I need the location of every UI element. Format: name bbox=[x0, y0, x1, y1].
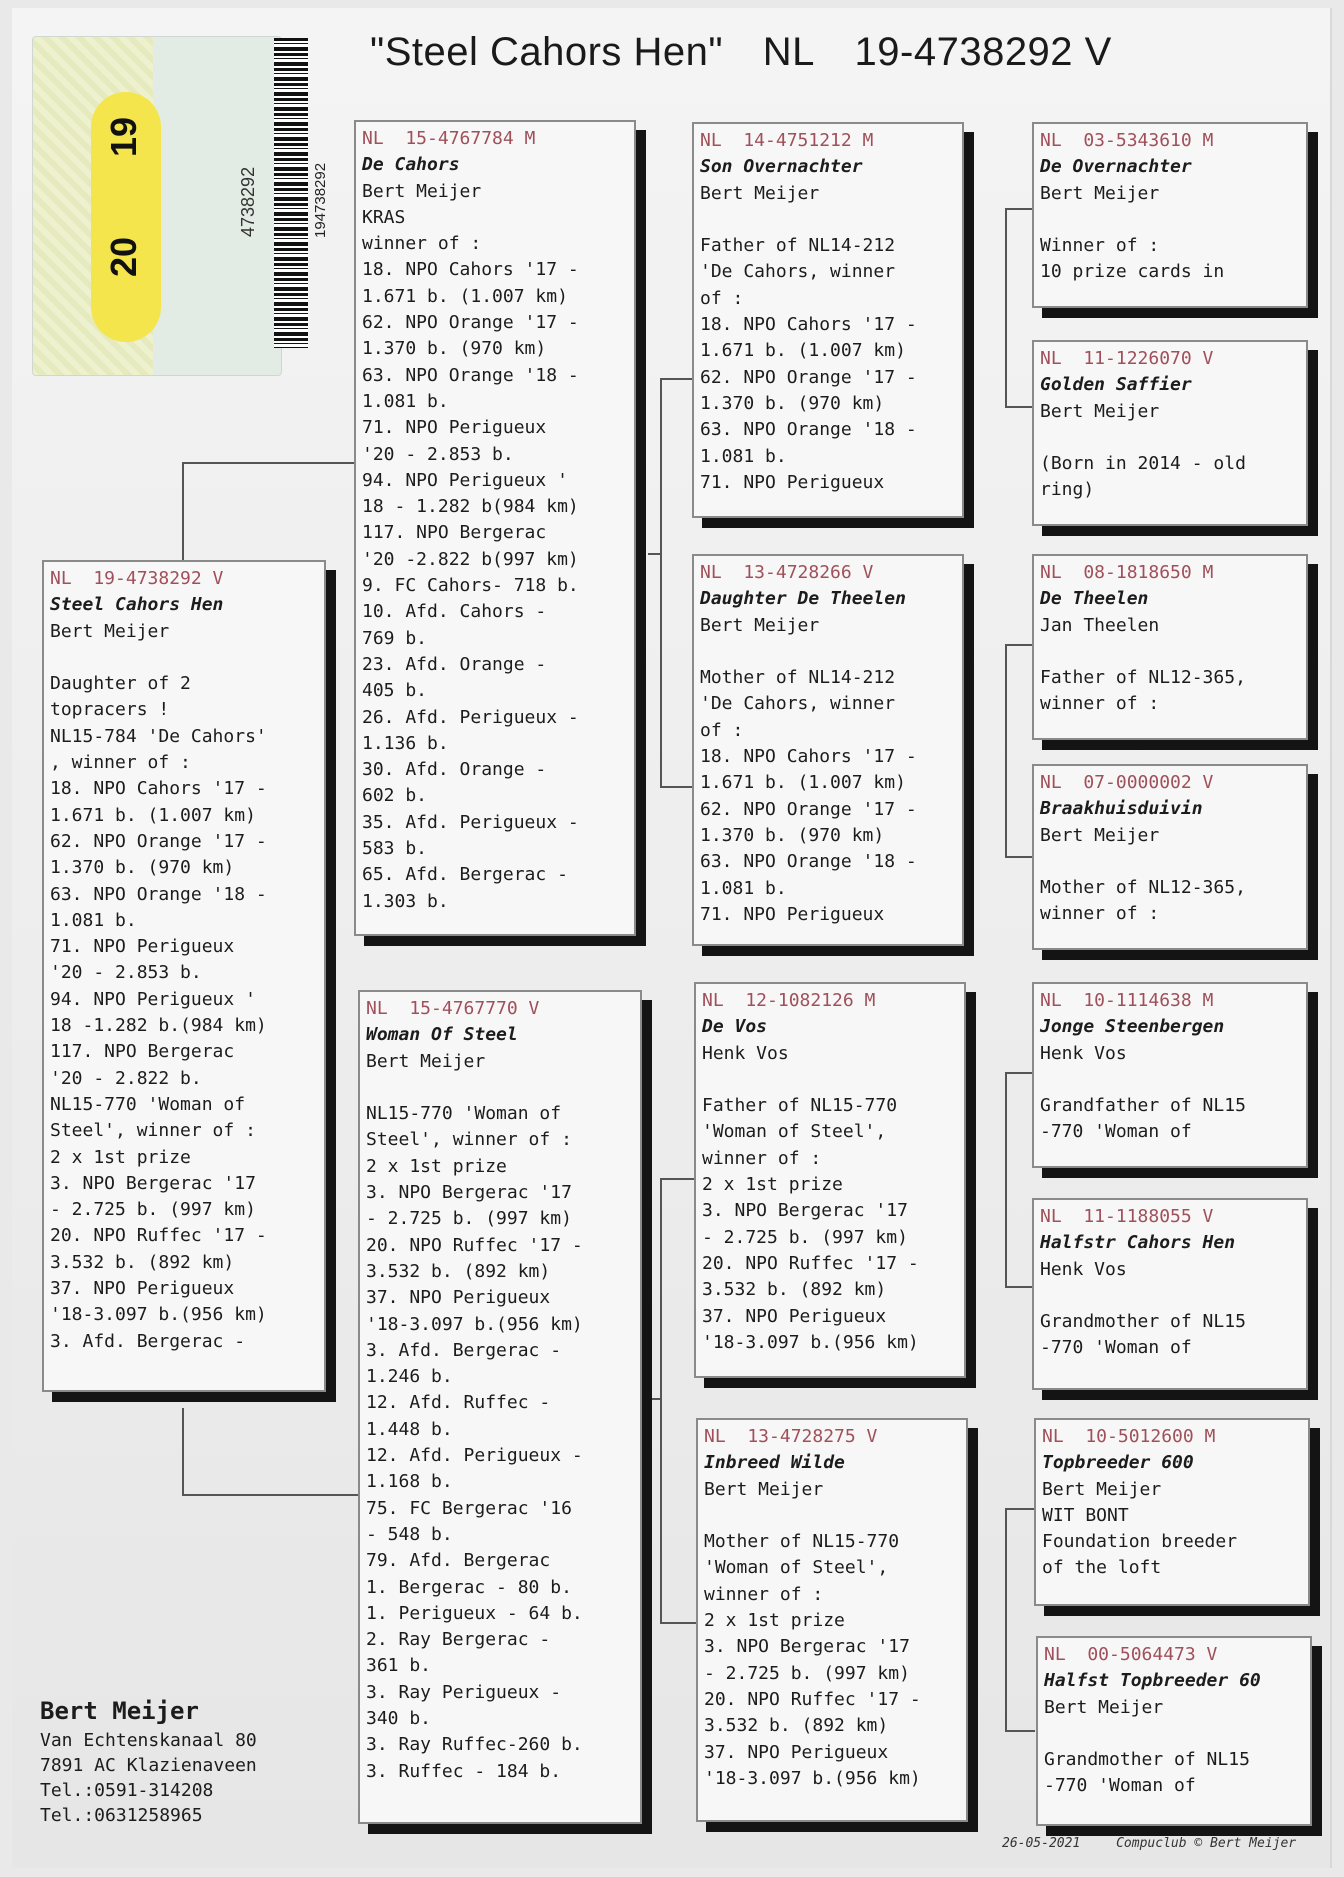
dam-sire-dam-box bbox=[1032, 1198, 1308, 1390]
info-line: 1.168 b. bbox=[366, 1471, 453, 1493]
info-line: 20. NPO Ruffec '17 - bbox=[366, 1234, 583, 1256]
pigeon-name: De Cahors bbox=[362, 154, 460, 176]
info-line: 37. NPO Perigueux bbox=[704, 1741, 889, 1763]
pigeon-name: De Vos bbox=[702, 1016, 768, 1038]
info-line: 18 -1.282 b.(984 km) bbox=[50, 1015, 267, 1037]
pigeon-name: Inbreed Wilde bbox=[704, 1452, 845, 1474]
sire-sire-box bbox=[692, 122, 964, 518]
connector-line bbox=[1005, 1286, 1035, 1288]
breeder-name: Bert Meijer bbox=[362, 180, 482, 202]
info-line: 3. Ray Ruffec-260 b. bbox=[366, 1734, 583, 1756]
breeder-name: Bert Meijer bbox=[366, 1050, 486, 1072]
connector-line bbox=[660, 1622, 700, 1624]
info-line: winner of : bbox=[704, 1583, 824, 1605]
subject-pigeon-box bbox=[42, 560, 326, 1392]
ring-header: NL 10-1114638 M bbox=[1040, 990, 1214, 1011]
breeder-name: Bert Meijer bbox=[1044, 1696, 1164, 1718]
sire-sire-dam-box bbox=[1032, 340, 1308, 526]
info-line: 1.370 b. (970 km) bbox=[700, 392, 885, 414]
pigeon-name: Braakhuisduivin bbox=[1040, 798, 1203, 820]
info-line: '18-3.097 b.(956 km) bbox=[366, 1313, 583, 1335]
connector-line bbox=[648, 1398, 662, 1400]
info-line: -770 'Woman of bbox=[1044, 1775, 1196, 1797]
spacer bbox=[366, 1075, 634, 1101]
barcode bbox=[274, 38, 308, 348]
info-line: 63. NPO Orange '18 - bbox=[50, 883, 267, 905]
info-line: 405 b. bbox=[362, 680, 428, 702]
info-line: 3. Ruffec - 184 b. bbox=[366, 1760, 562, 1782]
owner-phone-2: Tel.:0631258965 bbox=[40, 1805, 203, 1826]
info-line: 1.370 b. (970 km) bbox=[362, 338, 547, 360]
info-line: 3. NPO Bergerac '17 bbox=[50, 1172, 256, 1194]
info-line: 1.671 b. (1.007 km) bbox=[362, 285, 568, 307]
info-line: 94. NPO Perigueux ' bbox=[362, 469, 568, 491]
breeder-name: Henk Vos bbox=[1040, 1042, 1127, 1064]
title-pigeon-name: "Steel Cahors Hen" bbox=[370, 30, 724, 74]
info-line: Grandfather of NL15 bbox=[1040, 1095, 1246, 1117]
info-line: 2 x 1st prize bbox=[366, 1155, 507, 1177]
info-line: 12. Afd. Perigueux - bbox=[366, 1445, 583, 1467]
spacer bbox=[1040, 207, 1300, 233]
spacer bbox=[1044, 1721, 1304, 1747]
info-line: 62. NPO Orange '17 - bbox=[700, 366, 917, 388]
info-line: 1.081 b. bbox=[700, 877, 787, 899]
connector-line bbox=[1005, 644, 1035, 646]
info-line: 37. NPO Perigueux bbox=[50, 1278, 235, 1300]
info-line: winner of : bbox=[1040, 903, 1160, 925]
title-country: NL bbox=[762, 30, 815, 74]
info-line: - 2.725 b. (997 km) bbox=[704, 1662, 910, 1684]
info-line: Mother of NL14-212 bbox=[700, 667, 896, 689]
ring-header: NL 00-5064473 V bbox=[1044, 1644, 1218, 1665]
info-line: 63. NPO Orange '18 - bbox=[700, 419, 917, 441]
spacer bbox=[1040, 849, 1300, 875]
breeder-name: Bert Meijer bbox=[704, 1478, 824, 1500]
dam-sire-box bbox=[694, 982, 966, 1378]
connector-line bbox=[1005, 1072, 1007, 1288]
info-line: 62. NPO Orange '17 - bbox=[50, 830, 267, 852]
title-ring: 19-4738292 V bbox=[854, 30, 1112, 74]
connector-line bbox=[182, 462, 184, 570]
spacer bbox=[50, 645, 318, 671]
info-line: 20. NPO Ruffec '17 - bbox=[702, 1252, 919, 1274]
breeder-name: Bert Meijer bbox=[1040, 824, 1160, 846]
connector-line bbox=[1005, 1072, 1035, 1074]
info-line: 71. NPO Perigueux bbox=[50, 936, 235, 958]
info-line: of : bbox=[700, 287, 744, 309]
footer-date: 26-05-2021 bbox=[1002, 1836, 1081, 1851]
info-line: 71. NPO Perigueux bbox=[362, 417, 547, 439]
info-line: 1.671 b. (1.007 km) bbox=[700, 772, 906, 794]
info-line: 1.136 b. bbox=[362, 732, 449, 754]
ring-header: NL 13-4728266 V bbox=[700, 562, 874, 583]
ring-header: NL 03-5343610 M bbox=[1040, 130, 1214, 151]
spacer bbox=[700, 639, 956, 665]
page-title bbox=[370, 30, 1140, 75]
info-line: 3.532 b. (892 km) bbox=[704, 1715, 889, 1737]
barcode-number: 194738292 bbox=[312, 162, 329, 238]
dam-dam-dam-box bbox=[1036, 1636, 1312, 1826]
pigeon-name: Topbreeder 600 bbox=[1042, 1452, 1194, 1474]
ring-year-right: 19 bbox=[103, 116, 144, 157]
info-line: 1.370 b. (970 km) bbox=[700, 824, 885, 846]
info-line: 1.081 b. bbox=[700, 445, 787, 467]
connector-line bbox=[1005, 1730, 1035, 1732]
spacer bbox=[702, 1067, 958, 1093]
breeder-name: Bert Meijer bbox=[1040, 182, 1160, 204]
breeder-name: Jan Theelen bbox=[1040, 614, 1160, 636]
info-line: Foundation breeder bbox=[1042, 1531, 1238, 1553]
info-line: 3. NPO Bergerac '17 bbox=[702, 1200, 908, 1222]
info-line: 583 b. bbox=[362, 838, 428, 860]
info-line: 30. Afd. Orange - bbox=[362, 759, 547, 781]
info-line: - 2.725 b. (997 km) bbox=[50, 1199, 256, 1221]
info-line: Steel', winner of : bbox=[50, 1120, 256, 1142]
info-line: 602 b. bbox=[362, 785, 428, 807]
info-line: - 2.725 b. (997 km) bbox=[702, 1226, 908, 1248]
ring-header: NL 11-1226070 V bbox=[1040, 348, 1214, 369]
ring-header: NL 10-5012600 M bbox=[1042, 1426, 1216, 1447]
owner-name: Bert Meijer bbox=[40, 1697, 199, 1725]
info-line: 23. Afd. Orange - bbox=[362, 653, 547, 675]
info-line: 1. Perigueux - 64 b. bbox=[366, 1602, 583, 1624]
info-line: '18-3.097 b.(956 km) bbox=[702, 1331, 919, 1353]
info-line: - 2.725 b. (997 km) bbox=[366, 1208, 572, 1230]
info-line: 12. Afd. Ruffec - bbox=[366, 1392, 551, 1414]
info-line: 10 prize cards in bbox=[1040, 261, 1225, 283]
info-line: Winner of : bbox=[1040, 235, 1160, 257]
breeder-name: Bert Meijer bbox=[700, 182, 820, 204]
ring-header: NL 14-4751212 M bbox=[700, 130, 874, 151]
connector-line bbox=[1005, 208, 1007, 408]
info-line: 3.532 b. (892 km) bbox=[50, 1251, 235, 1273]
info-line: 361 b. bbox=[366, 1655, 432, 1677]
info-line: 769 b. bbox=[362, 627, 428, 649]
info-line: '20 - 2.853 b. bbox=[50, 962, 202, 984]
info-line: 9. FC Cahors- 718 b. bbox=[362, 575, 579, 597]
ring-header: NL 19-4738292 V bbox=[50, 568, 224, 589]
info-line: 18. NPO Cahors '17 - bbox=[700, 314, 917, 336]
pigeon-name: Daughter De Theelen bbox=[700, 588, 906, 610]
info-line: Father of NL14-212 bbox=[700, 235, 896, 257]
info-line: 37. NPO Perigueux bbox=[366, 1287, 551, 1309]
info-line: 63. NPO Orange '18 - bbox=[362, 364, 579, 386]
dam-dam-sire-box bbox=[1034, 1418, 1310, 1606]
ring-header: NL 11-1188055 V bbox=[1040, 1206, 1214, 1227]
pigeon-name: Jonge Steenbergen bbox=[1040, 1016, 1225, 1038]
sire-box bbox=[354, 120, 636, 936]
breeder-name: Bert Meijer bbox=[50, 620, 170, 642]
info-line: Grandmother of NL15 bbox=[1040, 1311, 1246, 1333]
info-line: Grandmother of NL15 bbox=[1044, 1749, 1250, 1771]
connector-line bbox=[1005, 1508, 1007, 1732]
sire-dam-sire-box bbox=[1032, 554, 1308, 740]
ring-number-text: 4738292 bbox=[238, 166, 258, 237]
owner-contact bbox=[40, 1694, 257, 1828]
info-line: NL15-784 'De Cahors' bbox=[50, 725, 267, 747]
info-line: 117. NPO Bergerac bbox=[362, 522, 547, 544]
info-line: Steel', winner of : bbox=[366, 1129, 572, 1151]
connector-line bbox=[1005, 1508, 1035, 1510]
connector-line bbox=[182, 1408, 184, 1496]
info-line: 18. NPO Cahors '17 - bbox=[362, 259, 579, 281]
info-line: - 548 b. bbox=[366, 1523, 453, 1545]
info-line: 71. NPO Perigueux bbox=[700, 903, 885, 925]
info-line: 37. NPO Perigueux bbox=[702, 1305, 887, 1327]
ring-header: NL 15-4767770 V bbox=[366, 998, 540, 1019]
ring-header: NL 15-4767784 M bbox=[362, 128, 536, 149]
info-line: 65. Afd. Bergerac - bbox=[362, 864, 568, 886]
info-line: KRAS bbox=[362, 206, 406, 228]
connector-line bbox=[648, 553, 662, 555]
info-line: 2 x 1st prize bbox=[702, 1174, 843, 1196]
info-line: 71. NPO Perigueux bbox=[700, 471, 885, 493]
sire-sire-sire-box bbox=[1032, 122, 1308, 308]
info-line: 2. Ray Bergerac - bbox=[366, 1629, 551, 1651]
info-line: 'Woman of Steel', bbox=[704, 1557, 889, 1579]
pigeon-name: Halfst Topbreeder 60 bbox=[1044, 1670, 1261, 1692]
info-line: 18. NPO Cahors '17 - bbox=[50, 778, 267, 800]
pigeon-name: Golden Saffier bbox=[1040, 374, 1192, 396]
info-line: 117. NPO Bergerac bbox=[50, 1041, 235, 1063]
breeder-name: Henk Vos bbox=[1040, 1258, 1127, 1280]
info-line: WIT BONT bbox=[1042, 1504, 1129, 1526]
connector-line bbox=[182, 1494, 366, 1496]
footer bbox=[1002, 1836, 1324, 1851]
info-line: 3. NPO Bergerac '17 bbox=[366, 1182, 572, 1204]
dam-box bbox=[358, 990, 642, 1824]
sire-dam-dam-box bbox=[1032, 764, 1308, 950]
info-line: of the loft bbox=[1042, 1557, 1162, 1579]
spacer bbox=[1040, 425, 1300, 451]
dam-dam-box bbox=[696, 1418, 968, 1822]
owner-city: 7891 AC Klazienaveen bbox=[40, 1755, 257, 1776]
connector-line bbox=[660, 1178, 662, 1624]
info-line: NL15-770 'Woman of bbox=[366, 1103, 562, 1125]
spacer bbox=[1040, 1283, 1300, 1309]
spacer bbox=[700, 207, 956, 233]
info-line: 1.671 b. (1.007 km) bbox=[50, 804, 256, 826]
pedigree-sheet bbox=[12, 8, 1332, 1868]
connector-line bbox=[182, 462, 366, 464]
info-line: -770 'Woman of bbox=[1040, 1121, 1192, 1143]
connector-line bbox=[1005, 856, 1035, 858]
info-line: 2 x 1st prize bbox=[50, 1146, 191, 1168]
spacer bbox=[1040, 639, 1300, 665]
info-line: (Born in 2014 - old bbox=[1040, 453, 1246, 475]
spacer bbox=[704, 1503, 960, 1529]
info-line: 18 - 1.282 b(984 km) bbox=[362, 496, 579, 518]
breeder-name: Bert Meijer bbox=[1042, 1478, 1162, 1500]
owner-address: Van Echtenskanaal 80 bbox=[40, 1730, 257, 1751]
info-line: 3. Ray Perigueux - bbox=[366, 1681, 562, 1703]
info-line: -770 'Woman of bbox=[1040, 1337, 1192, 1359]
info-line: '20 - 2.822 b. bbox=[50, 1067, 202, 1089]
ring-header: NL 12-1082126 M bbox=[702, 990, 876, 1011]
sire-dam-box bbox=[692, 554, 964, 946]
connector-line bbox=[1005, 406, 1035, 408]
info-line: 62. NPO Orange '17 - bbox=[700, 798, 917, 820]
info-line: 'De Cahors, winner bbox=[700, 261, 896, 283]
info-line: 26. Afd. Perigueux - bbox=[362, 706, 579, 728]
info-line: 1. Bergerac - 80 b. bbox=[366, 1576, 572, 1598]
info-line: 1.081 b. bbox=[50, 909, 137, 931]
breeder-name: Bert Meijer bbox=[1040, 400, 1160, 422]
pigeon-name: Son Overnachter bbox=[700, 156, 863, 178]
info-line: 1.370 b. (970 km) bbox=[50, 857, 235, 879]
info-line: 1.246 b. bbox=[366, 1366, 453, 1388]
info-line: 1.671 b. (1.007 km) bbox=[700, 340, 906, 362]
ring-year-left: 20 bbox=[103, 236, 144, 277]
ring-header: NL 13-4728275 V bbox=[704, 1426, 878, 1447]
info-line: '18-3.097 b.(956 km) bbox=[50, 1304, 267, 1326]
info-line: 75. FC Bergerac '16 bbox=[366, 1497, 572, 1519]
info-line: '20 -2.822 b(997 km) bbox=[362, 548, 579, 570]
info-line: 94. NPO Perigueux ' bbox=[50, 988, 256, 1010]
info-line: , winner of : bbox=[50, 752, 191, 774]
info-line: 79. Afd. Bergerac bbox=[366, 1550, 551, 1572]
owner-phone-1: Tel.:0591-314208 bbox=[40, 1780, 214, 1801]
info-line: winner of : bbox=[1040, 693, 1160, 715]
info-line: winner of : bbox=[362, 233, 482, 255]
info-line: '20 - 2.853 b. bbox=[362, 443, 514, 465]
info-line: 62. NPO Orange '17 - bbox=[362, 312, 579, 334]
info-line: Mother of NL12-365, bbox=[1040, 877, 1246, 899]
info-line: 3.532 b. (892 km) bbox=[366, 1260, 551, 1282]
info-line: 3. Afd. Bergerac - bbox=[50, 1330, 246, 1352]
ring-header: NL 07-0000002 V bbox=[1040, 772, 1214, 793]
info-line: 3.532 b. (892 km) bbox=[702, 1279, 887, 1301]
info-line: Father of NL15-770 bbox=[702, 1095, 898, 1117]
info-line: 20. NPO Ruffec '17 - bbox=[50, 1225, 267, 1247]
breeder-name: Bert Meijer bbox=[700, 614, 820, 636]
info-line: 1.081 b. bbox=[362, 390, 449, 412]
ring-header: NL 08-1818650 M bbox=[1040, 562, 1214, 583]
info-line: Father of NL12-365, bbox=[1040, 667, 1246, 689]
connector-line bbox=[660, 378, 662, 788]
info-line: 340 b. bbox=[366, 1708, 432, 1730]
info-line: 10. Afd. Cahors - bbox=[362, 601, 547, 623]
info-line: ring) bbox=[1040, 479, 1095, 501]
info-line: 3. NPO Bergerac '17 bbox=[704, 1636, 910, 1658]
info-line: 18. NPO Cahors '17 - bbox=[700, 746, 917, 768]
spacer bbox=[1040, 1067, 1300, 1093]
pigeon-name: De Overnachter bbox=[1040, 156, 1192, 178]
info-line: topracers ! bbox=[50, 699, 170, 721]
pigeon-name: Halfstr Cahors Hen bbox=[1040, 1232, 1236, 1254]
ring-certificate-image bbox=[32, 36, 282, 376]
info-line: NL15-770 'Woman of bbox=[50, 1093, 246, 1115]
connector-line bbox=[1005, 208, 1035, 210]
info-line: 35. Afd. Perigueux - bbox=[362, 811, 579, 833]
info-line: 1.303 b. bbox=[362, 890, 449, 912]
info-line: 'De Cahors, winner bbox=[700, 693, 896, 715]
connector-line bbox=[1005, 644, 1007, 858]
info-line: '18-3.097 b.(956 km) bbox=[704, 1767, 921, 1789]
info-line: 'Woman of Steel', bbox=[702, 1121, 887, 1143]
pigeon-name: Steel Cahors Hen bbox=[50, 594, 224, 616]
breeder-name: Henk Vos bbox=[702, 1042, 789, 1064]
dam-sire-sire-box bbox=[1032, 982, 1308, 1168]
pigeon-name: De Theelen bbox=[1040, 588, 1149, 610]
footer-credit: Compuclub © Bert Meijer bbox=[1116, 1836, 1297, 1851]
info-line: winner of : bbox=[702, 1147, 822, 1169]
info-line: of : bbox=[700, 719, 744, 741]
info-line: 20. NPO Ruffec '17 - bbox=[704, 1688, 921, 1710]
pigeon-name: Woman Of Steel bbox=[366, 1024, 518, 1046]
info-line: 3. Afd. Bergerac - bbox=[366, 1339, 562, 1361]
info-line: 1.448 b. bbox=[366, 1418, 453, 1440]
info-line: 2 x 1st prize bbox=[704, 1610, 845, 1632]
info-line: Mother of NL15-770 bbox=[704, 1531, 900, 1553]
info-line: Daughter of 2 bbox=[50, 673, 191, 695]
info-line: 63. NPO Orange '18 - bbox=[700, 851, 917, 873]
